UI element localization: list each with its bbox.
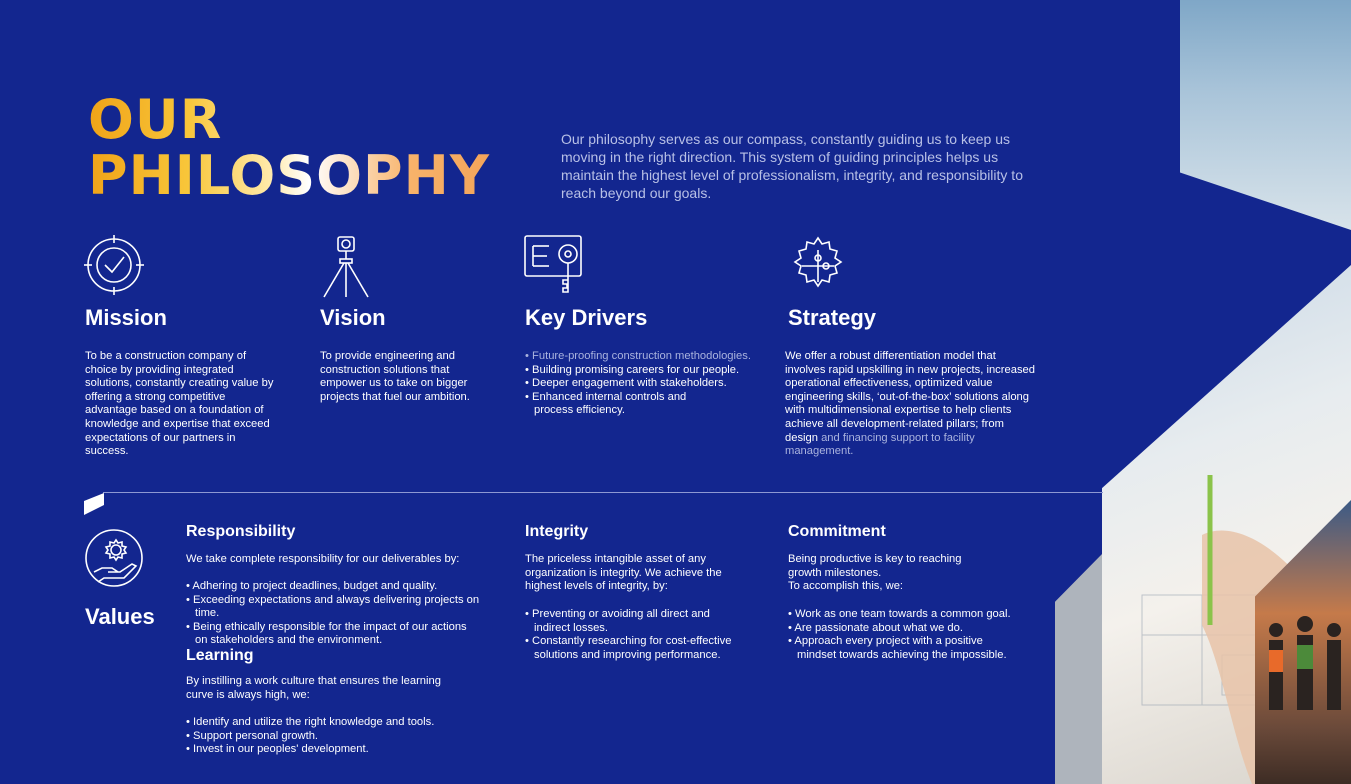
list-item: • Support personal growth. — [186, 730, 486, 744]
mission-heading: Mission — [85, 305, 167, 330]
strategy-text — [785, 350, 1035, 459]
list-item: • Being ethically responsible for the impact of our actions on stakeholders and the environment. — [186, 621, 475, 648]
mission-text: To be a construction company of choice by providing integrated solutions, constantly creating value by offering a strong competitive advantage based on a foundation of knowledge and expertise that exceed expectations of our partners in success. — [85, 350, 274, 458]
learning-intro: By instilling a work culture that ensures the learning curve is always high, we: — [186, 675, 441, 701]
list-item: • Work as one team towards a common goal. — [788, 608, 1018, 622]
list-item: • Adhering to project deadlines, budget and quality. — [186, 580, 506, 594]
commitment-intro-line-2: To accomplish this, we: — [788, 580, 904, 593]
vision-text: To provide engineering and construction solutions that empower us to take on bigger projects that fuel our ambition. — [320, 350, 470, 403]
key-drivers-heading: Key Drivers — [525, 305, 648, 330]
surveyor-tripod-icon — [318, 235, 382, 299]
commitment-intro-line-1: Being productive is key to reaching growth milestones. — [788, 553, 962, 579]
corner-marker-icon — [84, 493, 104, 515]
list-item: • Identify and utilize the right knowledge and tools. — [186, 716, 486, 730]
values-heading: Values — [85, 604, 155, 629]
commitment-heading: Commitment — [788, 523, 886, 540]
hand-gear-icon — [84, 528, 148, 592]
puzzle-gear-icon — [786, 234, 850, 298]
key-document-icon — [523, 234, 587, 298]
scaffolding-photo — [1180, 0, 1351, 230]
key-drivers-list — [525, 350, 755, 418]
list-item: • Exceeding expectations and always delivering projects on time. — [186, 594, 506, 621]
list-item: • Approach every project with a positive mindset towards achieving the impossible. — [788, 635, 1012, 662]
list-item: • Constantly researching for cost-effective solutions and improving performance. — [525, 635, 735, 662]
strategy-text-main: We offer a robust differentiation model that involves rapid upskilling in new projects, increased operational effectiveness, optimized value engineering skills, ‘out-of-the-box’ solutions along with multidimensional expertise to help clients achieve all development-related pillars; from design — [785, 350, 1035, 444]
section-divider — [103, 492, 1103, 493]
title-line-2: PHILOSOPHY — [88, 144, 490, 207]
target-check-icon — [84, 235, 148, 299]
list-item: • Are passionate about what we do. — [788, 622, 1018, 636]
integrity-intro: The priceless intangible asset of any organization is integrity. We achieve the highest levels of integrity, by: — [525, 553, 722, 593]
strategy-text-faded: and financing support to facility management. — [785, 431, 975, 458]
list-item: • Enhanced internal controls and process efficiency. — [525, 391, 694, 418]
commitment-list — [788, 608, 1018, 662]
vision-heading: Vision — [320, 305, 386, 330]
responsibility-intro: We take complete responsibility for our deliverables by: — [186, 553, 460, 565]
list-item: • Preventing or avoiding all direct and indirect losses. — [525, 608, 714, 635]
integrity-heading: Integrity — [525, 523, 589, 540]
responsibility-heading: Responsibility — [186, 523, 296, 540]
learning-list — [186, 716, 486, 757]
title-line-1: OUR — [88, 88, 223, 151]
strategy-heading: Strategy — [788, 305, 877, 330]
list-item: • Future-proofing construction methodologies. — [525, 350, 755, 364]
integrity-list — [525, 608, 735, 662]
commitment-intro — [788, 553, 998, 594]
learning-heading: Learning — [186, 647, 254, 664]
list-item: • Deeper engagement with stakeholders. — [525, 377, 755, 391]
page-title — [88, 88, 490, 207]
intro-paragraph: Our philosophy serves as our compass, constantly guiding us to keep us moving in the right direction. This system of guiding principles helps us maintain the highest level of professionalism, integrity, and responsibility to reach beyond our goals. — [561, 131, 1023, 201]
responsibility-list — [186, 580, 506, 648]
list-item: • Building promising careers for our people. — [525, 364, 755, 378]
list-item: • Invest in our peoples' development. — [186, 743, 486, 757]
